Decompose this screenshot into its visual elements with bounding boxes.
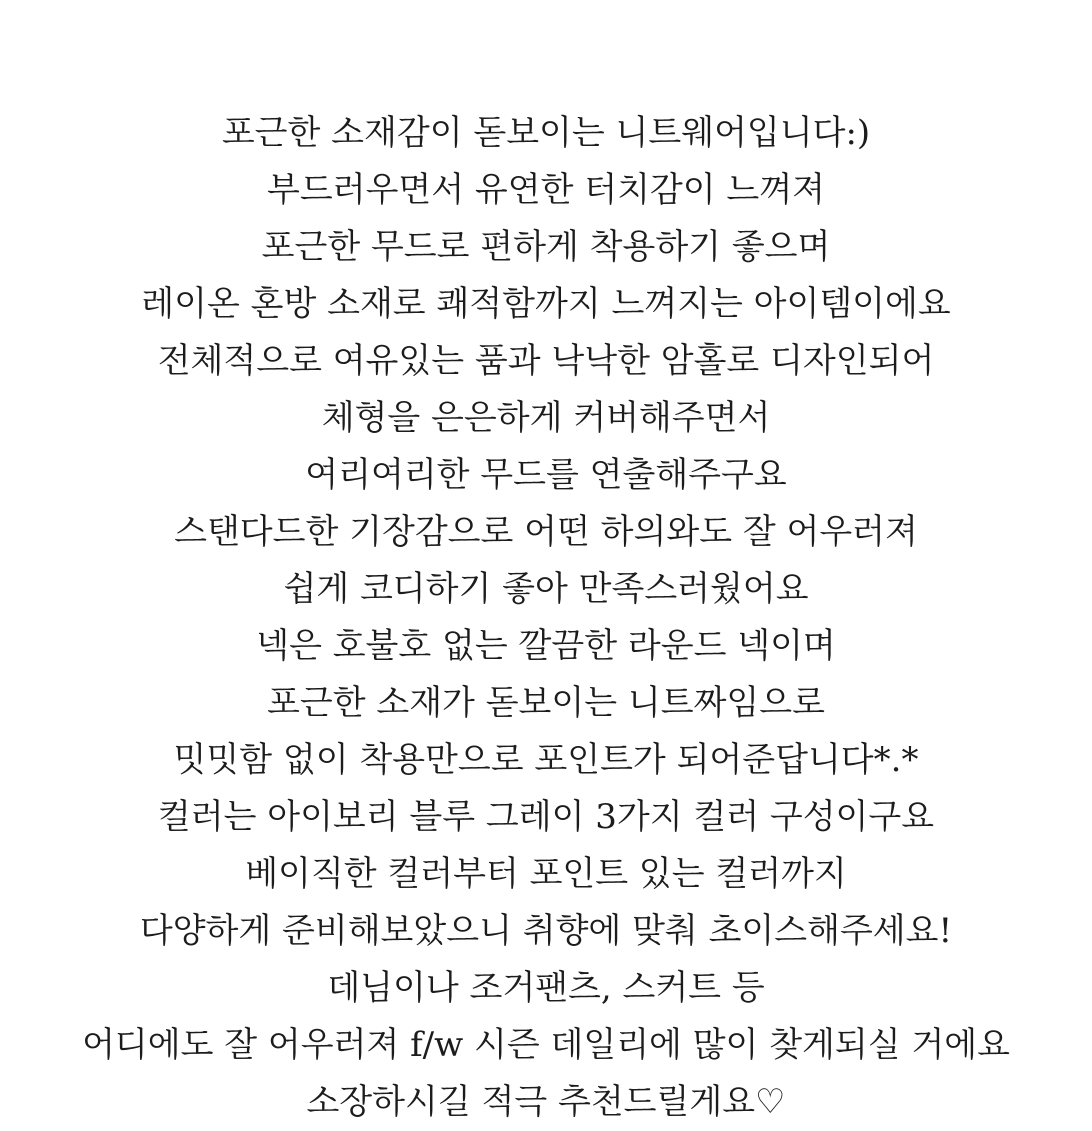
text-line: 어디에도 잘 어우러져 f/w 시즌 데일리에 많이 찾게되실 거에요 — [82, 1025, 1010, 1065]
description-text-block — [0, 105, 1092, 1131]
text-line: 포근한 소재감이 돋보이는 니트웨어입니다:) — [221, 113, 871, 153]
text-line: 여리여리한 무드를 연출해주구요 — [305, 455, 787, 495]
text-line: 포근한 소재가 돋보이는 니트짜임으로 — [267, 683, 825, 723]
text-line: 데님이나 조거팬츠, 스커트 등 — [327, 968, 765, 1008]
text-line: 베이직한 컬러부터 포인트 있는 컬러까지 — [245, 854, 847, 894]
text-line: 부드러우면서 유연한 터치감이 느껴져 — [267, 170, 825, 210]
text-line: 밋밋함 없이 착용만으로 포인트가 되어준답니다*.* — [173, 740, 919, 780]
text-line: 전체적으로 여유있는 품과 낙낙한 암홀로 디자인되어 — [157, 341, 935, 381]
text-line: 쉽게 코디하기 좋아 만족스러웠어요 — [283, 569, 809, 609]
text-line: 다양하게 준비해보았으니 취향에 맞춰 초이스해주세요! — [139, 911, 953, 951]
text-line: 소장하시길 적극 추천드릴게요♡ — [306, 1082, 786, 1122]
text-line: 컬러는 아이보리 블루 그레이 3가지 컬러 구성이구요 — [157, 797, 935, 837]
text-line: 넥은 호불호 없는 깔끔한 라운드 넥이며 — [256, 626, 836, 666]
text-line: 스탠다드한 기장감으로 어떤 하의와도 잘 어우러져 — [174, 512, 918, 552]
text-line: 레이온 혼방 소재로 쾌적함까지 느껴지는 아이템이에요 — [141, 284, 951, 324]
text-line: 포근한 무드로 편하게 착용하기 좋으며 — [261, 227, 831, 267]
text-line: 체형을 은은하게 커버해주면서 — [321, 398, 771, 438]
